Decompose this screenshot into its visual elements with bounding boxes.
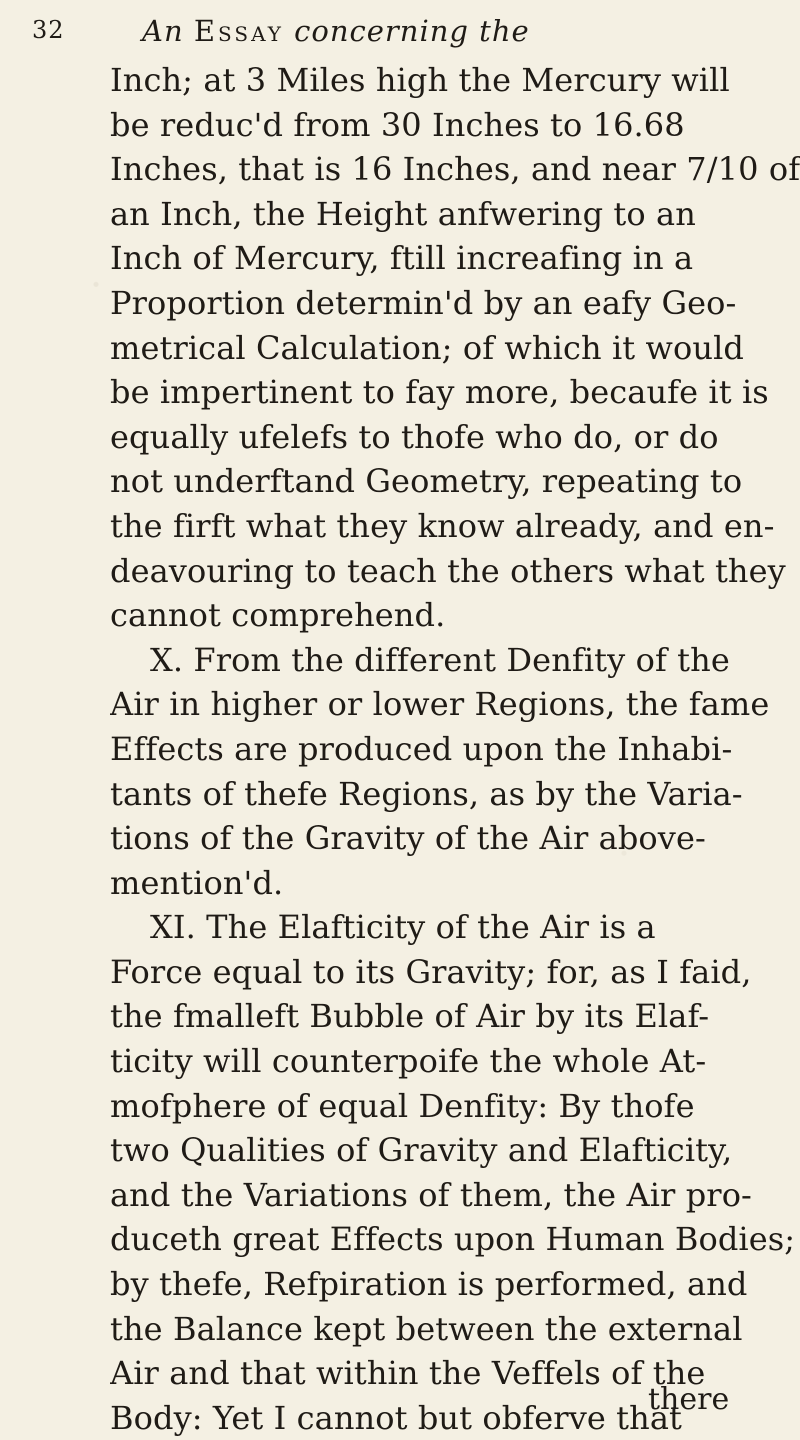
section-heading-line: X. From the different Denfity of the <box>150 640 730 679</box>
running-title-prefix: An <box>142 14 194 48</box>
text-line: not underftand Geometry, repeating to <box>110 462 743 501</box>
running-title-suffix: concerning the <box>283 14 530 48</box>
text-line: mofphere of equal Denfity: By thofe <box>110 1086 695 1125</box>
text-line: Air in higher or lower Regions, the fame <box>110 685 770 724</box>
running-title-essay: Essay <box>193 14 284 48</box>
text-line: Effects are produced upon the Inhabi- <box>110 729 733 768</box>
text-line: deavouring to teach the others what they <box>110 551 786 590</box>
catchword: there <box>648 1382 730 1417</box>
text-line: be impertinent to fay more, becaufe it is <box>110 373 769 412</box>
text-line: be reduc'd from 30 Inches to 16.68 <box>110 105 685 144</box>
text-line: the firft what they know already, and en- <box>110 506 775 545</box>
page-number: 32 <box>32 16 65 44</box>
text-line: Inch; at 3 Miles high the Mercury will <box>110 61 730 99</box>
running-head <box>32 14 772 56</box>
text-line: by thefe, Refpiration is performed, and <box>110 1265 748 1304</box>
text-line: duceth great Effects upon Human Bodies; <box>110 1220 796 1259</box>
text-line: an Inch, the Height anfwering to an <box>110 194 696 233</box>
running-title <box>142 14 530 48</box>
text-line: Proportion determin'd by an eafy Geo- <box>110 283 737 322</box>
text-line: ticity will counterpoife the whole At- <box>110 1042 707 1081</box>
text-line: equally ufelefs to thofe who do, or do <box>110 417 719 456</box>
text-line: metrical Calculation; of which it would <box>110 328 745 367</box>
text-line: Force equal to its Gravity; for, as I faid, <box>110 952 752 991</box>
text-line: Inch of Mercury, ftill increafing in a <box>110 239 694 278</box>
text-line: tions of the Gravity of the Air above- <box>110 819 706 858</box>
section-heading-line: XI. The Elafticity of the Air is a <box>150 908 656 947</box>
text-line: Air and that within the Veffels of the <box>110 1354 706 1393</box>
text-line: the fmalleft Bubble of Air by its Elaf- <box>110 997 710 1036</box>
body-text <box>110 58 800 1440</box>
text-line: Inches, that is 16 Inches, and near 7/10 of <box>110 150 800 189</box>
text-line: two Qualities of Gravity and Elafticity, <box>110 1131 733 1170</box>
text-line: and the Variations of them, the Air pro- <box>110 1175 752 1214</box>
text-line: cannot comprehend. <box>110 596 446 635</box>
text-line: mention'd. <box>110 863 284 902</box>
text-line: Body: Yet I cannot but obferve that <box>110 1398 682 1437</box>
text-line: the Balance kept between the external <box>110 1309 743 1348</box>
text-line: tants of thefe Regions, as by the Varia- <box>110 774 743 813</box>
